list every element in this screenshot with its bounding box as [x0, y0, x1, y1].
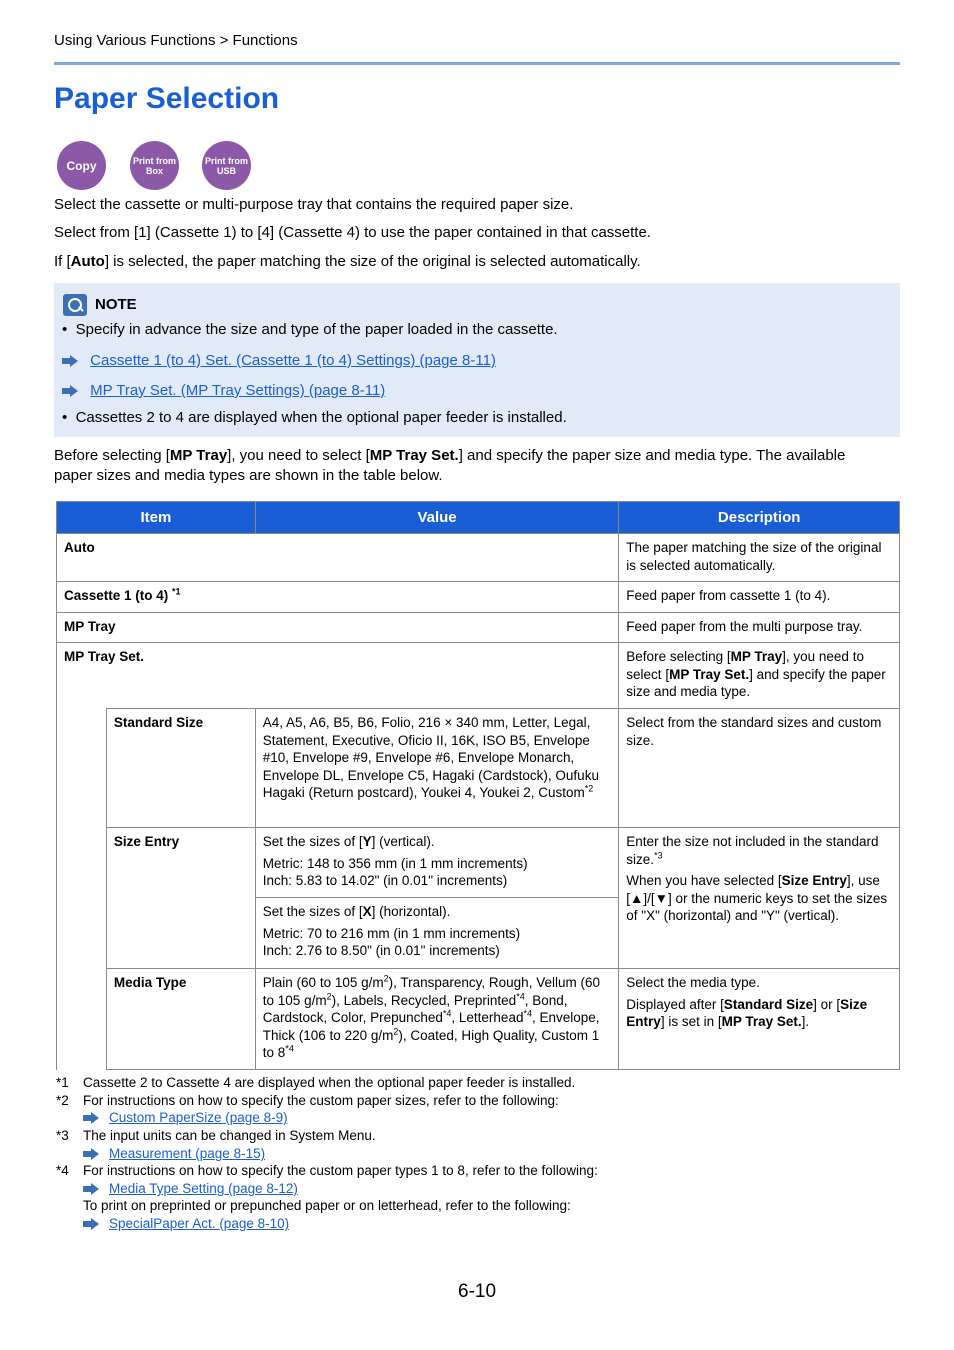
footnote-4: *4 For instructions on how to specify the custom paper types 1 to 8, refer to the following:: [56, 1163, 598, 1178]
custom-papersize-link[interactable]: Custom PaperSize (page 8-9): [109, 1110, 288, 1125]
row-size-entry-desc: Enter the size not included in the standard size.$^{*3}$ When you have selected [Size Entry], use [▲]/[▼] or the numeric keys to set the sizes of "X" (horizontal) and "Y" (vertical).: [619, 828, 900, 969]
print-from-usb-badge: [202, 141, 251, 190]
note-bullet-1: • Specify in advance the size and type of the paper loaded in the cassette.: [62, 321, 558, 338]
arrow-right-icon: [62, 355, 78, 367]
table-header-row: [57, 502, 900, 534]
cassette-settings-link[interactable]: Cassette 1 (to 4) Set. (Cassette 1 (to 4) Settings) (page 8-11): [90, 352, 496, 369]
row-auto-item: Auto: [57, 534, 619, 582]
intro-paragraph-2: Select from [1] (Cassette 1) to [4] (Cassette 4) to use the paper contained in that cassette.: [54, 224, 651, 241]
table-row: [57, 534, 900, 582]
indent-cell: [57, 709, 107, 1070]
table-row: [57, 643, 900, 709]
before-selecting-paragraph: Before selecting [MP Tray], you need to select [MP Tray Set.] and specify the paper size and media type. The available paper sizes and media types are shown in the table below.: [54, 447, 846, 484]
measurement-link[interactable]: Measurement (page 8-15): [109, 1146, 266, 1161]
usb-badge-line2: USB: [216, 165, 236, 176]
row-media-type-value: Plain (60 to 105 $g/m^2$), Transparency, Rough, Vellum (60 to 105 $g/m^2$), Labels, Recycled, Preprinted$^{*4}$, Bond, Cardstock, Color, Prepunched$^{*4}$, Letterhead$^{*4}$, Envelope, Thick (106 to 220 $g/m^2$), Coated, High Quality, Custom 1 to 8$^{*4}$: [255, 969, 619, 1070]
arrow-right-icon: [83, 1112, 99, 1124]
row-standard-size-item: Standard Size: [106, 709, 255, 828]
arrow-right-icon: [83, 1148, 99, 1160]
note-title: NOTE: [95, 296, 137, 313]
note-box: [54, 283, 900, 437]
note-link-row-1: [62, 352, 496, 369]
footnote-1: *1 Cassette 2 to Cassette 4 are displayed when the optional paper feeder is installed.: [56, 1075, 576, 1090]
arrow-right-icon: [83, 1218, 99, 1230]
header-description: Description: [619, 502, 900, 534]
box-badge-line1: Print from: [132, 155, 176, 166]
usb-badge-line1: Print from: [204, 155, 248, 166]
box-badge-line2: Box: [145, 165, 163, 176]
media-type-setting-link[interactable]: Media Type Setting (page 8-12): [109, 1181, 298, 1196]
row-mptrayset-desc: Before selecting [MP Tray], you need to select [MP Tray Set.] and specify the paper size and media type.: [619, 643, 900, 709]
arrow-right-icon: [62, 385, 78, 397]
print-from-box-badge: [130, 141, 179, 190]
row-auto-desc: The paper matching the size of the original is selected automatically.: [619, 534, 900, 582]
paper-selection-table: [56, 501, 900, 1070]
row-size-entry-x: Set the sizes of [X] (horizontal). Metric: 70 to 216 mm (in 1 mm increments) Inch: 2.76 to 8.50" (in 0.01" increments): [255, 898, 619, 969]
copy-badge-label: Copy: [66, 158, 97, 173]
mp-tray-settings-link[interactable]: MP Tray Set. (MP Tray Settings) (page 8-11): [90, 382, 386, 399]
copy-badge: [57, 141, 106, 190]
specialpaper-link[interactable]: SpecialPaper Act. (page 8-10): [109, 1216, 290, 1231]
footnote-2-link-row: [83, 1110, 288, 1125]
table-row: [57, 828, 900, 898]
row-mptrayset-item: MP Tray Set.: [57, 643, 619, 709]
row-media-type-item: Media Type: [106, 969, 255, 1070]
row-mptray-item: MP Tray: [57, 613, 619, 643]
intro-paragraph-3: If [Auto] is selected, the paper matching the size of the original is selected automatically.: [54, 253, 641, 270]
header-rule: [54, 62, 900, 65]
footnote-3-link-row: [83, 1146, 265, 1161]
page-title: Paper Selection: [54, 82, 280, 115]
table-row: [57, 709, 900, 828]
footnote-4-extra: To print on preprinted or prepunched paper or on letterhead, refer to the following:: [83, 1198, 571, 1213]
header-value: Value: [255, 502, 619, 534]
footnote-4-link-row: [83, 1181, 298, 1196]
magnifier-note-icon: [63, 294, 87, 316]
arrow-right-icon: [83, 1183, 99, 1195]
row-standard-size-desc: Select from the standard sizes and custom size.: [619, 709, 900, 828]
table-row: [57, 582, 900, 613]
row-mptray-desc: Feed paper from the multi purpose tray.: [619, 613, 900, 643]
page-number: 6-10: [458, 1281, 497, 1302]
intro-paragraph-1: Select the cassette or multi-purpose tray that contains the required paper size.: [54, 196, 574, 213]
row-size-entry-y: Set the sizes of [Y] (vertical). Metric: 148 to 356 mm (in 1 mm increments) Inch: 5.83 to 14.02" (in 0.01" increments): [255, 828, 619, 898]
row-size-entry-item: Size Entry: [106, 828, 255, 969]
note-bullet-2: • Cassettes 2 to 4 are displayed when the optional paper feeder is installed.: [62, 409, 567, 426]
header-item: Item: [57, 502, 256, 534]
row-cassette-desc: Feed paper from cassette 1 (to 4).: [619, 582, 900, 613]
breadcrumb: Using Various Functions > Functions: [54, 32, 298, 49]
footnote-5-link-row: [83, 1216, 289, 1231]
row-cassette-item: Cassette 1 (to 4) $^{*1}$: [57, 582, 619, 613]
table-row: [57, 613, 900, 643]
row-media-type-desc: Select the media type. Displayed after [Standard Size] or [Size Entry] is set in [MP Tray Set.].: [619, 969, 900, 1070]
note-link-row-2: [62, 382, 385, 399]
row-standard-size-value: A4, A5, A6, B5, B6, Folio, 216 × 340 mm, Letter, Legal, Statement, Executive, Oficio II, 16K, ISO B5, Envelope #10, Envelope #9, Envelope #6, Envelope Monarch, Envelope DL, Envelope C5, Hagaki (Cardstock), Oufuku Hagaki (Return postcard), Youkei 4, Youkei 2, Custom$^{*2}$: [255, 709, 619, 828]
footnote-2: *2 For instructions on how to specify the custom paper sizes, refer to the following:: [56, 1093, 559, 1108]
footnote-3: *3 The input units can be changed in System Menu.: [56, 1128, 376, 1143]
table-row: [57, 969, 900, 1070]
